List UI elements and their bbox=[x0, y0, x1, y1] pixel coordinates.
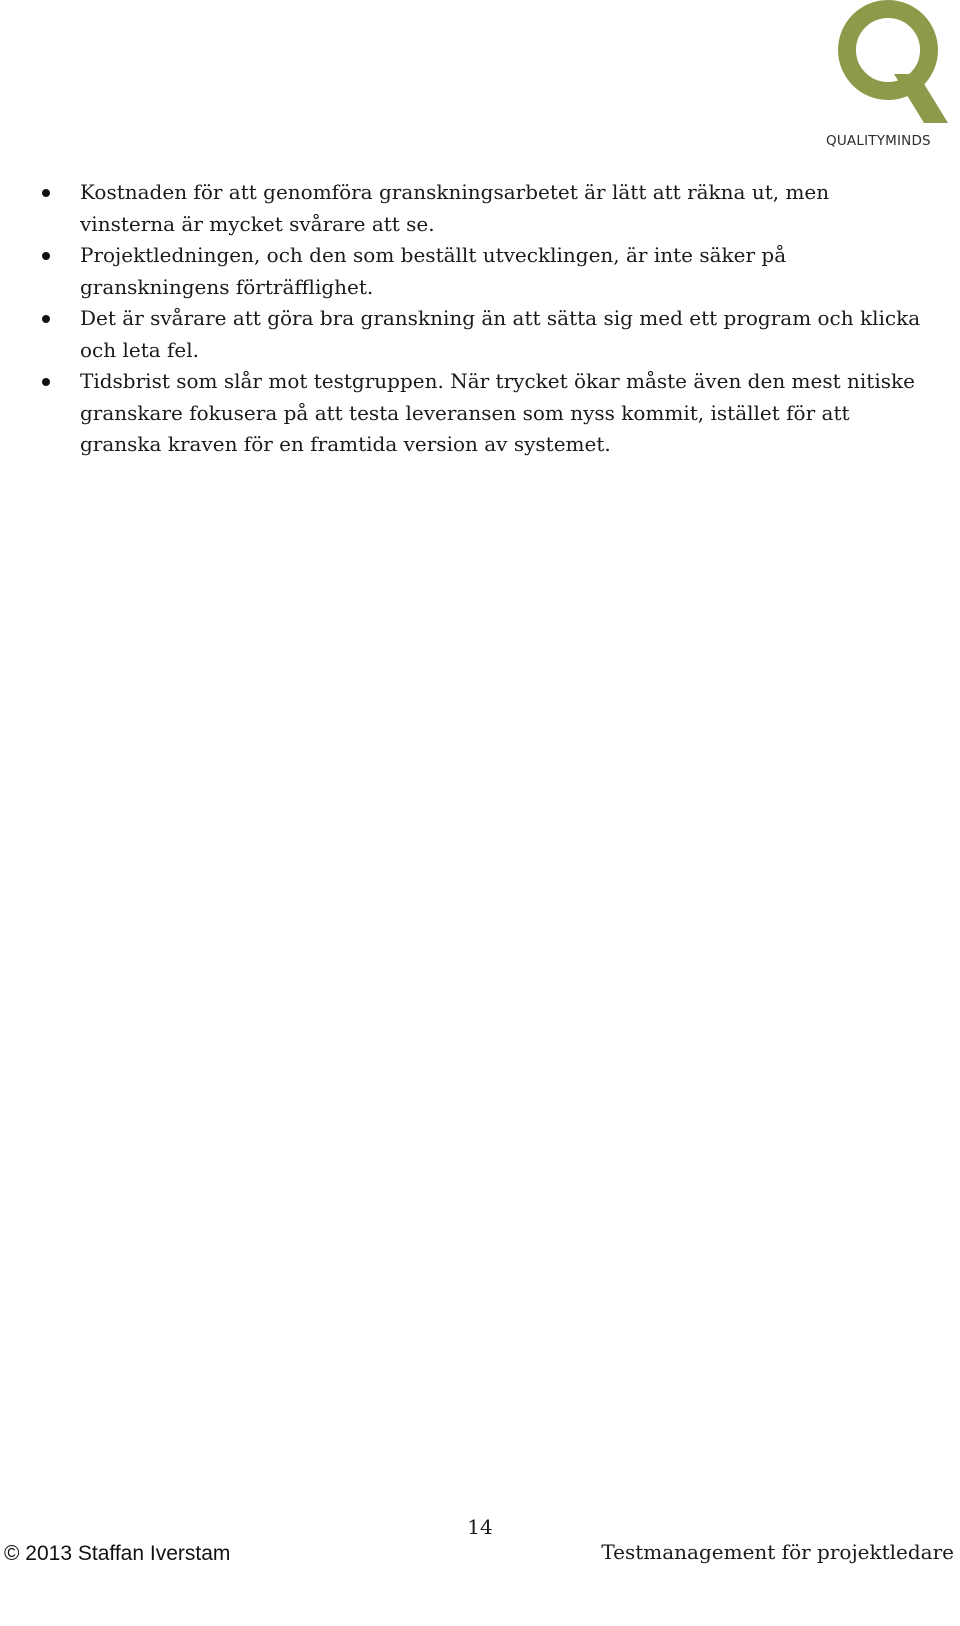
list-item-text: Projektledningen, och den som beställt utvecklingen, är inte säker på granskningens förträfflighet. bbox=[80, 243, 787, 299]
logo-wordmark: QUALITYMINDS bbox=[826, 133, 931, 149]
list-item bbox=[40, 366, 930, 461]
list-item bbox=[40, 240, 930, 303]
list-item-text: Kostnaden för att genomföra granskningsarbetet är lätt att räkna ut, men vinsterna är mycket svårare att se. bbox=[80, 180, 830, 236]
list-item bbox=[40, 303, 930, 366]
list-item-text: Det är svårare att göra bra granskning än att sätta sig med ett program och klicka och leta fel. bbox=[80, 306, 921, 362]
bullet-icon bbox=[42, 189, 50, 197]
list-item-text: Tidsbrist som slår mot testgruppen. När trycket ökar måste även den mest nitiske granskare fokusera på att testa leveransen som nyss kommit, istället för att granska kraven för en framtida version av systemet. bbox=[80, 369, 915, 456]
bullet-list bbox=[40, 177, 930, 461]
footer-copyright: © 2013 Staffan Iverstam bbox=[4, 1542, 231, 1565]
footer-document-title: Testmanagement för projektledare bbox=[601, 1540, 954, 1564]
list-item bbox=[40, 177, 930, 240]
q-logo-icon bbox=[832, 0, 952, 128]
page-number: 14 bbox=[467, 1515, 493, 1539]
qualityminds-logo bbox=[826, 0, 960, 160]
bullet-icon bbox=[42, 378, 50, 386]
bullet-icon bbox=[42, 252, 50, 260]
bullet-icon bbox=[42, 315, 50, 323]
